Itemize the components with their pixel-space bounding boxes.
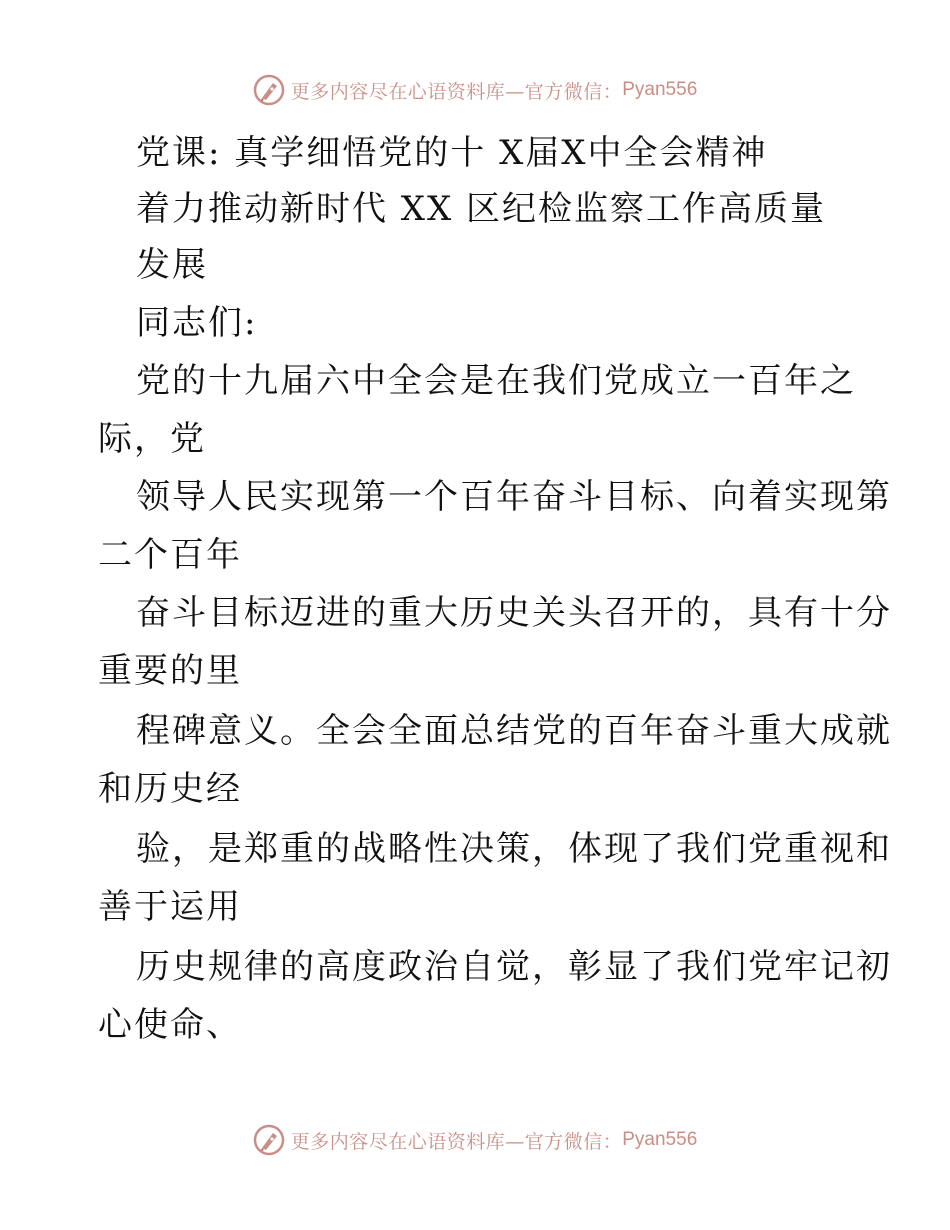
pen-logo-icon <box>253 74 285 106</box>
paragraph-line: 际，党 <box>98 419 206 459</box>
paragraph-line: 心使命、 <box>98 1005 242 1045</box>
paragraph-line: 验，是郑重的战略性决策，体现了我们党重视和 <box>136 829 892 869</box>
paragraph-line: 党的十九届六中全会是在我们党成立一百年之 <box>136 361 856 401</box>
footer-watermark <box>0 1120 950 1160</box>
document-title-line-1: 党课: 真学细悟党的十 X届X中全会精神 <box>136 133 768 173</box>
paragraph-line: 程碑意义。全会全面总结党的百年奋斗重大成就 <box>136 711 892 751</box>
paragraph-line: 历史规律的高度政治自觉，彰显了我们党牢记初 <box>136 947 892 987</box>
watermark-text: 更多内容尽在心语资料库—官方微信： <box>290 80 623 103</box>
header-watermark <box>0 70 950 110</box>
paragraph-line: 二个百年 <box>98 535 242 575</box>
paragraph-line: 领导人民实现第一个百年奋斗目标、向着实现第 <box>136 477 892 517</box>
document-title-line-3: 发展 <box>136 245 208 285</box>
watermark-wechat-id: Pyan556 <box>622 1129 698 1150</box>
paragraph-line: 奋斗目标迈进的重大历史关头召开的，具有十分 <box>136 593 892 633</box>
paragraph-line: 善于运用 <box>98 887 242 927</box>
paragraph-line: 和历史经 <box>98 769 242 809</box>
salutation: 同志们: <box>136 303 258 343</box>
watermark-wechat-id: Pyan556 <box>622 79 698 100</box>
paragraph-line: 重要的里 <box>98 651 242 691</box>
pen-logo-icon <box>253 1124 285 1156</box>
watermark-text: 更多内容尽在心语资料库—官方微信： <box>290 1130 623 1153</box>
document-title-line-2: 着力推动新时代 XX 区纪检监察工作高质量 <box>136 189 827 229</box>
